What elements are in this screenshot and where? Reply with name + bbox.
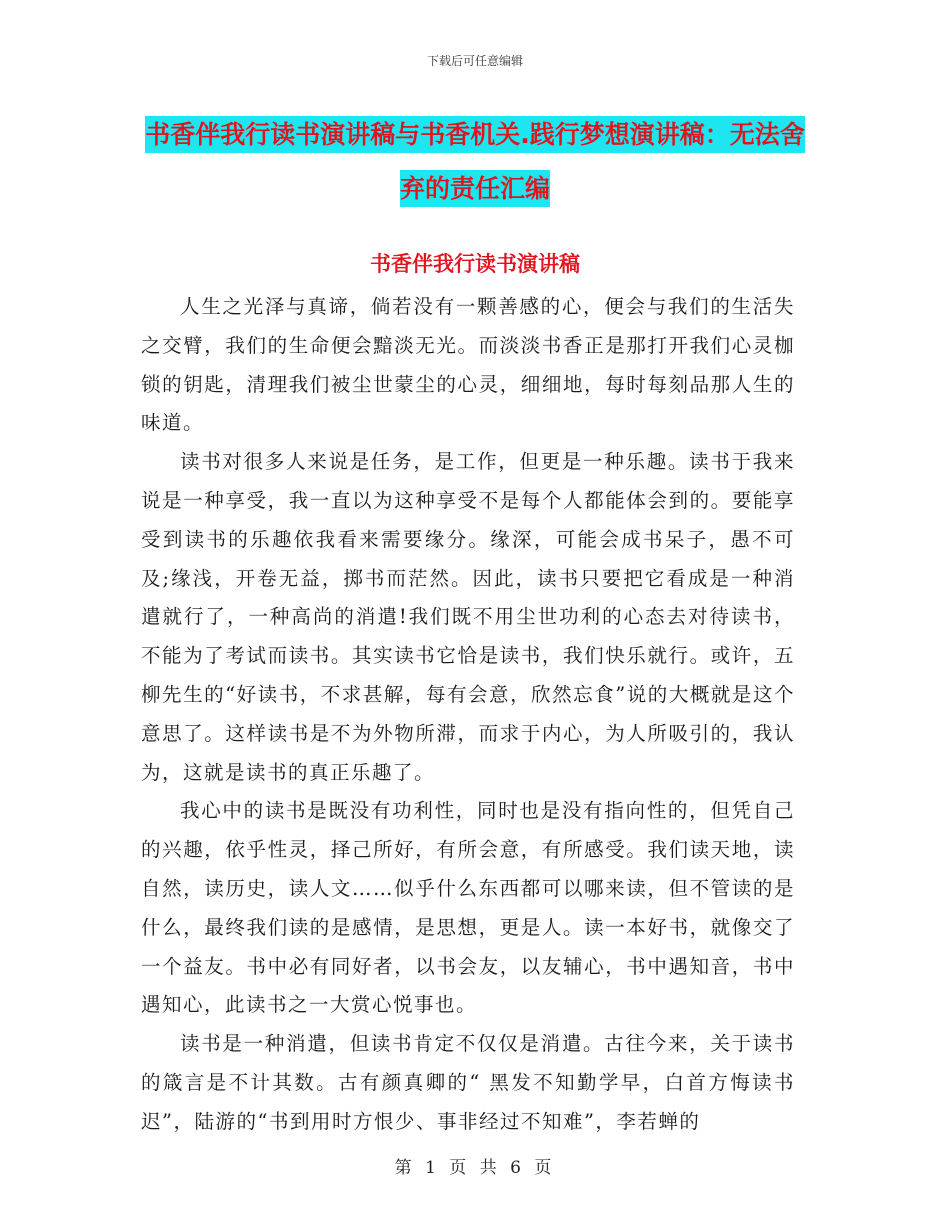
paragraph-1: 人生之光泽与真谛，倘若没有一颗善感的心，便会与我们的生活失之交臂，我们的生命便会黯淡无光。而淡淡书香正是那打开我们心灵枷锁的钥匙，清理我们被尘世蒙尘的心灵，细细地，每时每刻品那人生的味道。: [141, 295, 795, 435]
header-note: 下载后可任意编辑: [426, 54, 523, 68]
document-title-text: 书香伴我行读书演讲稿与书香机关.践行梦想演讲稿：无法舍弃的责任汇编: [145, 116, 805, 207]
body-text: [141, 288, 795, 1142]
paragraph-3: 我心中的读书是既没有功利性，同时也是没有指向性的，但凭自己的兴趣，依乎性灵，择己所好，有所会意，有所感受。我们读天地，读自然，读历史，读人文……似乎什么东西都可以哪来读，但不管读的是什么，最终我们读的是感情，是思想，更是人。读一本好书，就像交了一个益友。书中必有同好者，以书会友，以友辅心，书中遇知音，书中遇知心，此读书之一大赏心悦事也。: [141, 799, 795, 1017]
paragraph-4: 读书是一种消遣，但读书肯定不仅仅是消遣。古往今来，关于读书的箴言是不计其数。古有颜真卿的“ 黑发不知勤学早，白首方悔读书迟”，陆游的“书到用时方恨少、事非经过不知难”，李若蝉的: [141, 1032, 795, 1133]
document-title: [140, 108, 810, 216]
page-number-footer: 第 1 页 共 6 页: [394, 1158, 556, 1178]
section-title: 书香伴我行读书演讲稿: [370, 252, 580, 276]
paragraph-2: 读书对很多人来说是任务，是工作，但更是一种乐趣。读书于我来说是一种享受，我一直以为这种享受不是每个人都能体会到的。要能享受到读书的乐趣依我看来需要缘分。缘深，可能会成书呆子，愚不可及;缘浅，开卷无益，掷书而茫然。因此，读书只要把它看成是一种消遣就行了，一种高尚的消遣!我们既不用尘世功利的心态去对待读书，不能为了考试而读书。其实读书它恰是读书，我们快乐就行。或许，五柳先生的“好读书，不求甚解，每有会意，欣然忘食”说的大概就是这个意思了。这样读书是不为外物所滞，而求于内心，为人所吸引的，我认为，这就是读书的真正乐趣了。: [141, 450, 795, 784]
